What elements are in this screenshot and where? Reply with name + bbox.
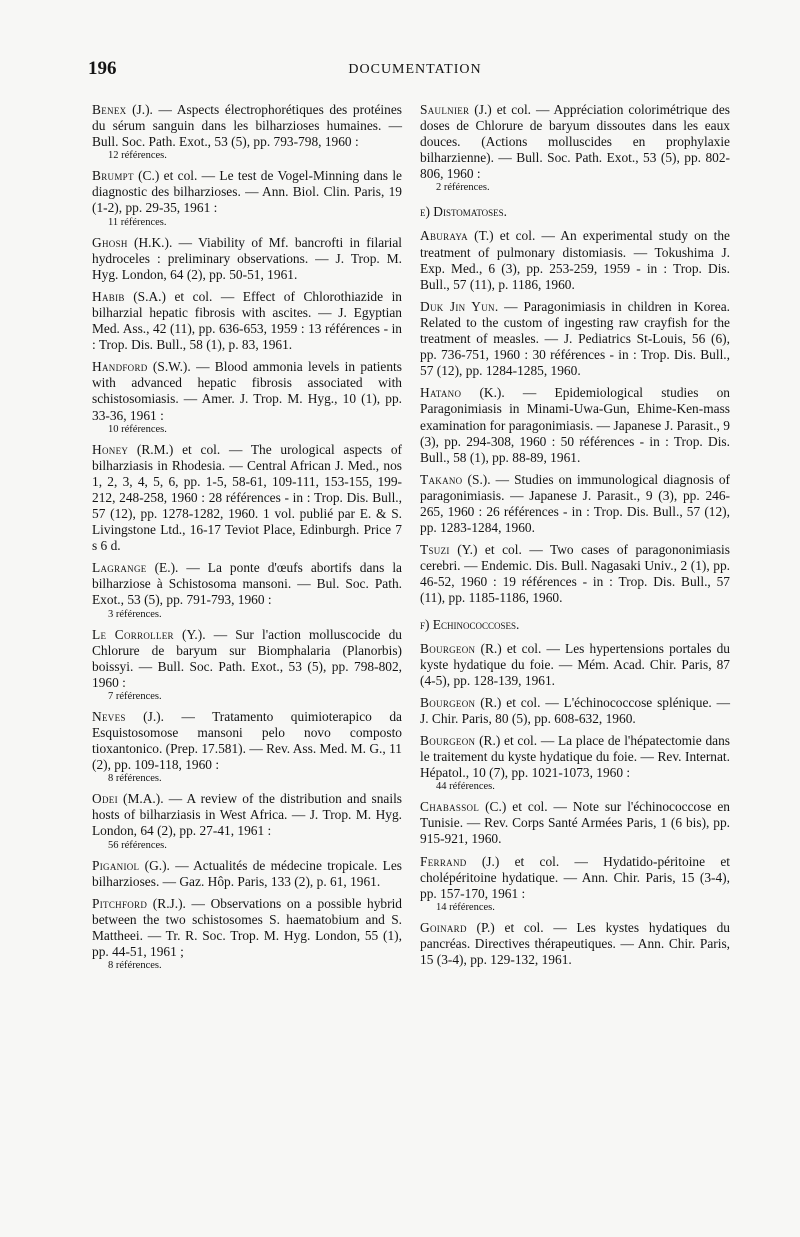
- bibliography-entry: [420, 299, 730, 379]
- entry-author: Tsuzi: [420, 542, 450, 558]
- entry-author: Brumpt: [92, 168, 134, 184]
- entry-author: Benex: [92, 102, 127, 117]
- entry-author: Handford: [92, 359, 148, 375]
- page-number: 196: [88, 58, 117, 79]
- section-heading: f) Echinococcoses.: [420, 616, 520, 632]
- bibliography-entry: [92, 168, 402, 228]
- entry-reference-count: 2 références.: [436, 182, 490, 194]
- bibliography-entry: [92, 858, 402, 890]
- entry-reference-count: 7 références.: [108, 690, 162, 702]
- entry-citation: (J.) et col. — Appréciation colorimétrique des doses de Chlorure de baryum dissoutes dans les eaux douces. (Actions molluscides en prophylaxie bilharzienne). — Bull. Soc. Path. Exot., 53 (5), pp. 802-806, 1960 :: [420, 102, 730, 182]
- entry-author: Goinard: [420, 919, 467, 935]
- bibliography-entry: [420, 542, 730, 606]
- entry-author: Bourgeon: [420, 694, 476, 710]
- entry-citation: (H.K.). — Viability of Mf. bancrofti in filarial hydroceles : preliminary observations. — J. Trop. M. Hyg. London, 64 (2), pp. 50-51, 1961.: [92, 234, 402, 282]
- entry-citation: (J.). — Tratamento quimioterapico da Esquistosomose mansoni pelo novo composto tioxantonico. (Prep. 17.581). — Rev. Ass. Med. M. G., 11 (2), pp. 109-118, 1960 :: [92, 708, 402, 773]
- bibliography-entry: [92, 896, 402, 972]
- entry-citation: (E.). — La ponte d'œufs abortifs dans la bilharziose à Schistosoma mansoni. — Bul. Soc. Path. Exot., 53 (5), pp. 791-793, 1960 :: [92, 560, 402, 608]
- entry-author: Le Corroller: [92, 626, 174, 642]
- entry-citation: (T.) et col. — An experimental study on the treatment of pulmonary distomiasis. — Tokushima J. Exp. Med., 6 (3), pp. 253-259, 1959 - in : Trop. Dis. Bull., 57 (11), p. 1186, 1960.: [420, 228, 730, 292]
- bibliography-entry: [420, 385, 730, 465]
- entry-citation: (J.). — Aspects électrophorétiques des protéines du sérum sanguin dans les bilharzioses humaines. — Bull. Soc. Path. Exot., 53 (5), pp. 793-798, 1960 :: [92, 102, 402, 150]
- page-header: [88, 58, 742, 82]
- entry-reference-count: 56 références.: [108, 839, 167, 851]
- entry-author: Ghosh: [92, 234, 128, 250]
- entry-author: Saulnier: [420, 102, 470, 117]
- bibliography-entry: [92, 102, 402, 162]
- entry-reference-count: 12 références.: [108, 150, 167, 162]
- entry-author: Neves: [92, 708, 126, 724]
- bibliography-entry: [420, 228, 730, 292]
- entry-author: Honey: [92, 441, 129, 457]
- entry-citation: (Y.). — Sur l'action molluscocide du Chlorure de baryum sur Biomphalaria (Planorbis) boissyi. — Bull. Soc. Path. Exot., 53 (5), pp. 798-802, 1960 :: [92, 626, 402, 690]
- entry-citation: (R.M.) et col. — The urological aspects of bilharziasis in Rhodesia. — Central African J. Med., nos 1, 2, 3, 4, 5, 6, pp. 1-5, 58-61, 109-111, 153-155, 199-212, 248-258, 1960 : 28 références - in : Trop. Dis. Bull., 57 (12), pp. 1278-1282, 1960. 1 vol. publié par E. & S. Livingstone Ltd., 16-17 Teviot Place, Edinburgh. Price 7 s 6 d.: [92, 441, 402, 554]
- entry-reference-count: 14 références.: [436, 901, 495, 913]
- entry-citation: (R.) et col. — Les hypertensions portales du kyste hydatique du foie. — Mém. Acad. Chir. Paris, 87 (4-5), pp. 128-139, 1961.: [420, 640, 730, 688]
- entry-author: Aburaya: [420, 228, 468, 244]
- bibliography-entry: [92, 289, 402, 353]
- entry-author: Bourgeon: [420, 640, 476, 656]
- bibliography-entry: [420, 799, 730, 847]
- entry-reference-count: 8 références.: [108, 960, 162, 972]
- entry-author: Takano: [420, 471, 463, 487]
- entry-citation: (K.). — Epidemiological studies on Paragonimiasis in Minami-Uwa-Gun, Ehime-Ken-mass examination for paragonimiasis. — Japanese J. Parasit., 9 (3), pp. 294-308, 1960 : 50 références - in : Trop. Dis. Bull., 58 (1), pp. 88-89, 1961.: [420, 385, 730, 465]
- bibliography-entry: [92, 359, 402, 435]
- entry-reference-count: 44 références.: [436, 781, 495, 793]
- entry-reference-count: 3 références.: [108, 608, 162, 620]
- entry-author: Pitchford: [92, 895, 148, 911]
- bibliography-entry: [92, 560, 402, 620]
- entry-citation: (S.). — Studies on immunological diagnosis of paragonimiasis. — Japanese J. Parasit., 9 (3), pp. 246-265, 1960 : 26 références - in : Trop. Dis. Bull., 57 (12), pp. 1283-1284, 1960.: [420, 471, 730, 536]
- entry-author: Piganiol: [92, 857, 140, 873]
- entry-reference-count: 10 références.: [108, 423, 167, 435]
- entry-citation: (G.). — Actualités de médecine tropicale. Les bilharzioses. — Gaz. Hôp. Paris, 133 (2), p. 61, 1961.: [92, 857, 402, 889]
- entry-citation: (M.A.). — A review of the distribution and snails hosts of bilharziasis in West Africa. — J. Trop. M. Hyg. London, 64 (2), pp. 27-41, 1961 :: [92, 791, 402, 839]
- entry-reference-count: 11 références.: [108, 216, 167, 228]
- entry-citation: (P.) et col. — Les kystes hydatiques du pancréas. Directives thérapeutiques. — Ann. Chir. Paris, 15 (3-4), pp. 129-132, 1961.: [420, 919, 730, 968]
- bibliography-entry: [420, 695, 730, 727]
- entry-author: Habib: [92, 288, 125, 304]
- bibliography-entry: [92, 442, 402, 555]
- bibliography-entry: [420, 733, 730, 793]
- entry-citation: (Y.) et col. — Two cases of paragononimiasis cerebri. — Endemic. Dis. Bull. Nagasaki Univ., 2 (1), pp. 46-52, 1960 : 19 références - in : Trop. Dis. Bull., 57 (11), pp. 1185-1186, 1960.: [420, 542, 730, 606]
- entry-author: Bourgeon: [420, 733, 476, 748]
- entry-citation: (C.) et col. — Note sur l'échinococcose en Tunisie. — Rev. Corps Santé Armées Paris, 1 (6 bis), pp. 915-921, 1960.: [420, 799, 730, 847]
- running-title: DOCUMENTATION: [348, 62, 482, 77]
- bibliography-entry: [420, 920, 730, 968]
- bibliography-entry: [420, 854, 730, 914]
- bibliography-entry: [92, 709, 402, 785]
- entry-author: Hatano: [420, 385, 462, 401]
- entry-author: Odei: [92, 791, 118, 807]
- entry-citation: (C.) et col. — Le test de Vogel-Minning dans le diagnostic des bilharzioses. — Ann. Biol. Clin. Paris, 19 (1-2), pp. 29-35, 1961 :: [92, 168, 402, 216]
- entry-citation: (R.J.). — Observations on a possible hybrid between the two schistosomes S. haematobium and S. Mattheei. — Tr. R. Soc. Trop. M. Hyg. London, 55 (1), pp. 44-51, 1961 ;: [92, 895, 402, 960]
- entry-author: Ferrand: [420, 853, 467, 869]
- bibliography-entry: [420, 472, 730, 536]
- bibliography-entry: [92, 791, 402, 851]
- entry-citation: (R.) et col. — La place de l'hépatectomie dans le traitement du kyste hydatique du foie. — Rev. Internat. Hépatol., 10 (7), pp. 1021-1073, 1960 :: [420, 733, 730, 781]
- entry-citation: (J.) et col. — Hydatido-péritoine et cholépéritoine hydatique. — Ann. Chir. Paris, 15 (3-4), pp. 157-170, 1961 :: [420, 853, 730, 901]
- bibliography-entry: [420, 641, 730, 689]
- entry-reference-count: 8 références.: [108, 773, 162, 785]
- left-column: [92, 102, 402, 978]
- entry-citation: (R.) et col. — L'échinococcose splénique. — J. Chir. Paris, 80 (5), pp. 608-632, 1960.: [420, 694, 730, 726]
- bibliography-entry: [92, 235, 402, 283]
- entry-author: Chabassol: [420, 799, 480, 815]
- entry-citation: . — Paragonimiasis in children in Korea. Related to the custom of ingesting raw crayfish for the treatment of measles. — J. Pediatrics St-Louis, 56 (6), pp. 736-751, 1960 : 30 références - in : Trop. Dis. Bull., 57 (12), pp. 1284-1285, 1960.: [420, 298, 730, 379]
- section-heading: e) Distomatoses.: [420, 204, 508, 220]
- bibliography-entry: [420, 102, 730, 194]
- bibliography-entry: [92, 627, 402, 703]
- entry-citation: (S.W.). — Blood ammonia levels in patients with advanced hepatic fibrosis associated with schistosomiasis. — Amer. J. Trop. M. Hyg., 10 (1), pp. 33-36, 1961 :: [92, 359, 402, 423]
- entry-citation: (S.A.) et col. — Effect of Chlorothiazide in bilharzial hepatic fibrosis with ascites. — J. Egyptian Med. Ass., 42 (11), pp. 636-653, 1959 : 13 références - in : Trop. Dis. Bull., 58 (1), p. 83, 1961.: [92, 288, 402, 353]
- right-column: [420, 102, 730, 974]
- entry-author: Lagrange: [92, 560, 147, 576]
- entry-author: Duk Jin Yun: [420, 298, 495, 314]
